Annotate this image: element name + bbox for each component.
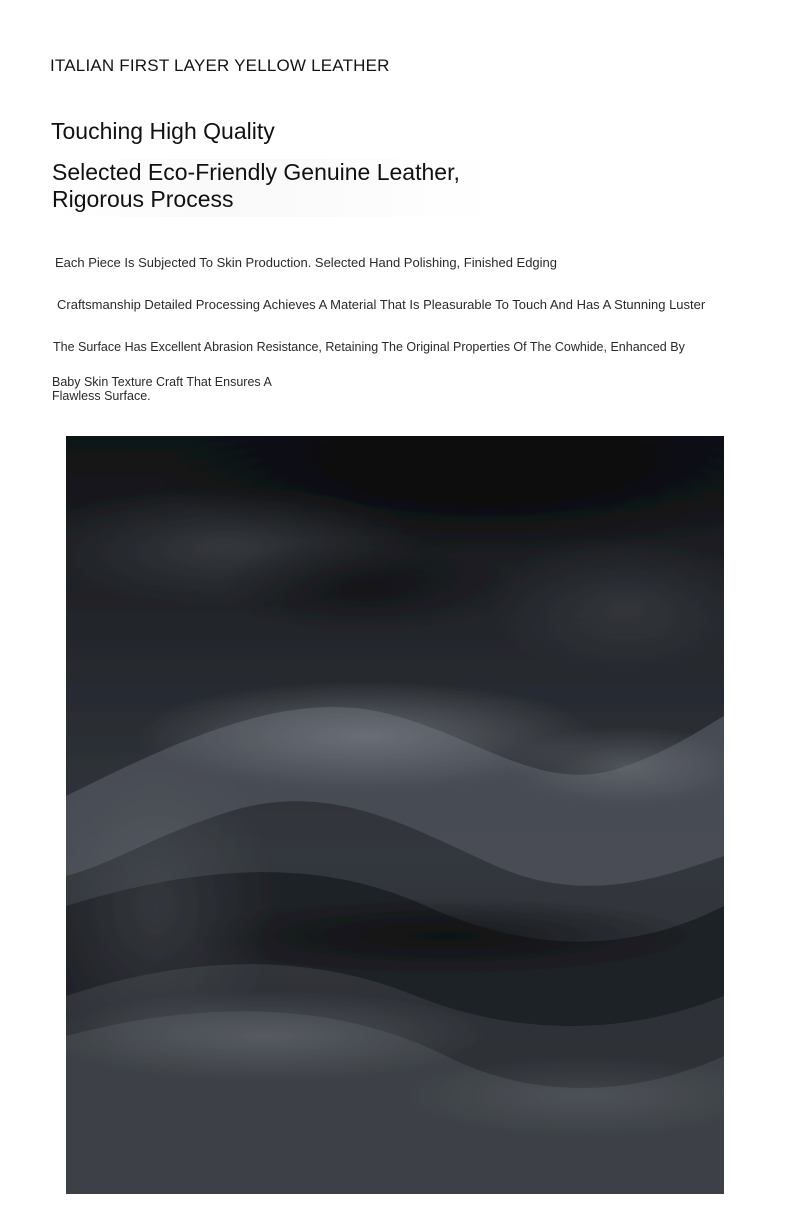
description-line: The Surface Has Excellent Abrasion Resistance, Retaining The Original Properties Of The Cowhide, Enhanced By (53, 340, 685, 354)
headline-touching-quality: Touching High Quality (51, 118, 275, 144)
description-line: Baby Skin Texture Craft That Ensures A Flawless Surface. (52, 375, 272, 403)
headline-eco-leather: Selected Eco-Friendly Genuine Leather, Rigorous Process (51, 159, 498, 217)
page-heading: ITALIAN FIRST LAYER YELLOW LEATHER (50, 56, 390, 75)
description-line: Each Piece Is Subjected To Skin Production. Selected Hand Polishing, Finished Edging (55, 255, 558, 270)
description-line: Craftsmanship Detailed Processing Achieves A Material That Is Pleasurable To Touch And Has A Stunning Luster (57, 297, 706, 312)
leather-texture-image (66, 436, 724, 1194)
leather-drape-illustration (66, 436, 724, 1194)
